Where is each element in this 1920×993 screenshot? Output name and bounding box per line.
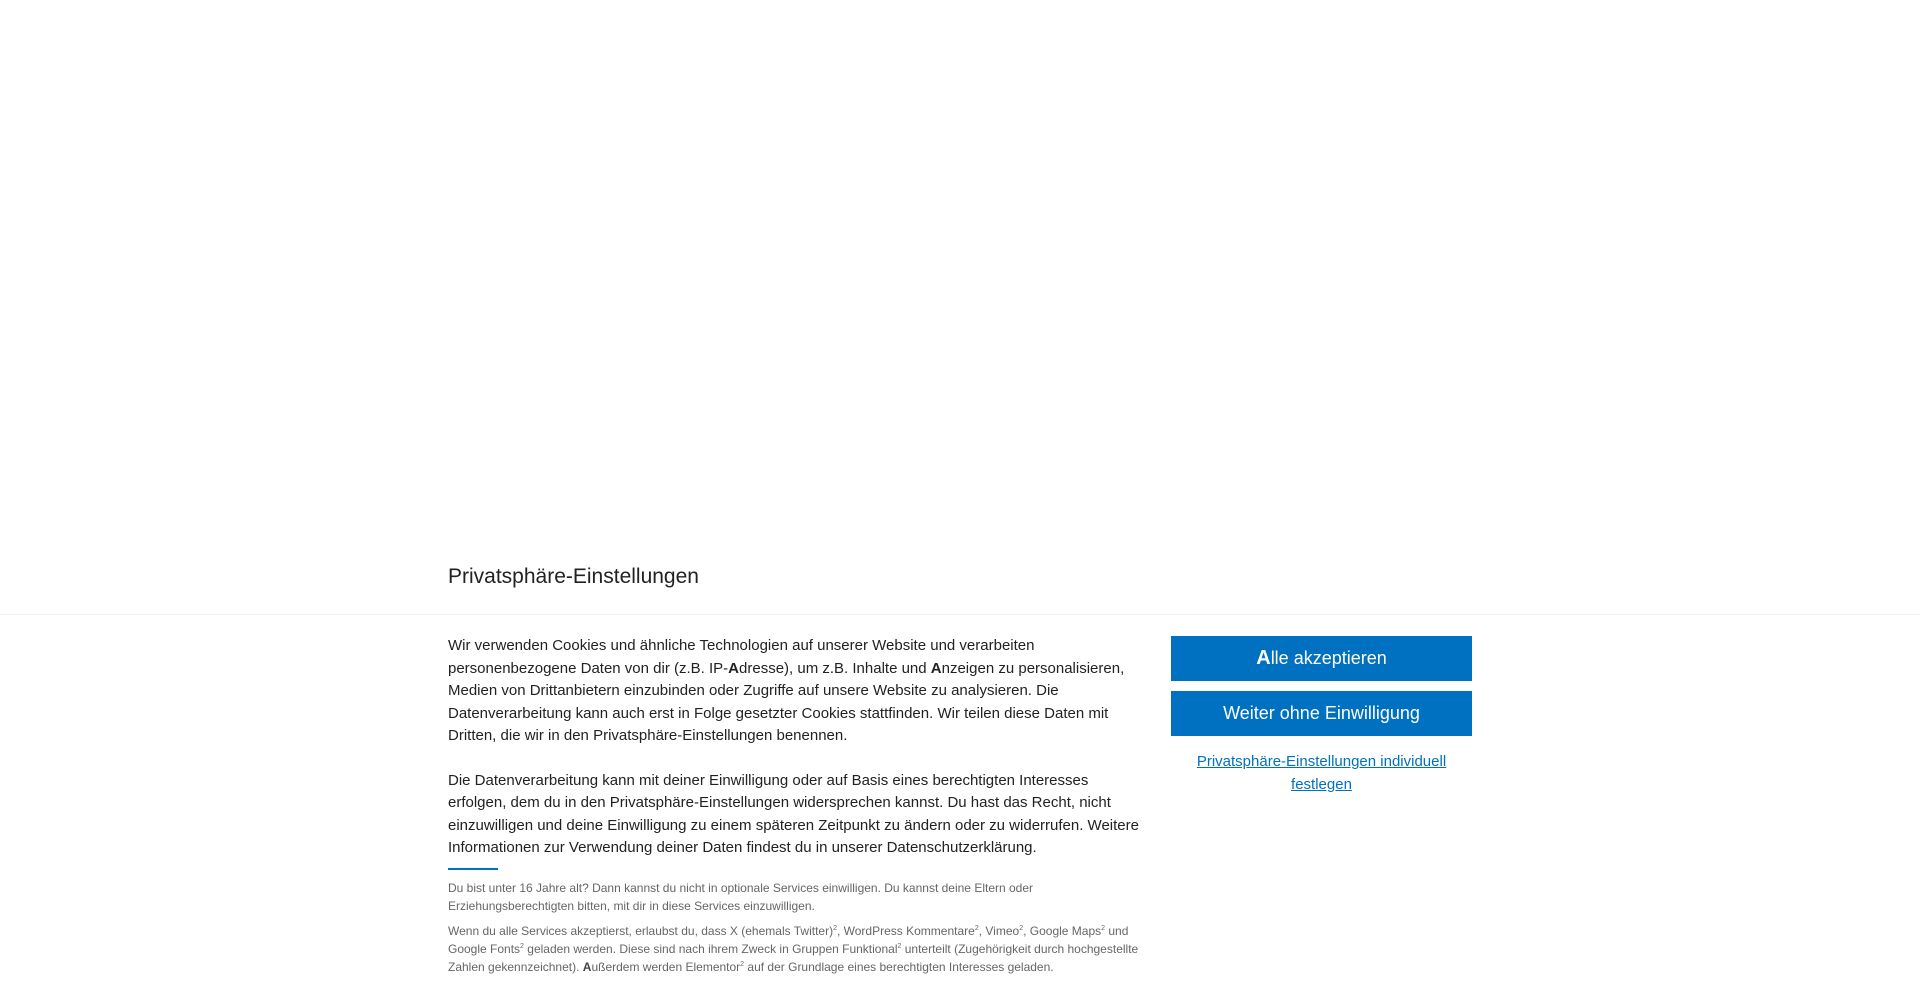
banner-body	[448, 635, 1148, 983]
services-text: Wenn du alle Services akzeptierst, erlaubst du, dass X (ehemals Twitter)	[448, 923, 834, 938]
services-text: und Google Fonts	[448, 923, 1129, 956]
services-text: , Vimeo	[978, 923, 1020, 938]
services-text: auf der Grundlage eines berechtigten Interesses geladen.	[744, 959, 1054, 974]
accept-all-button[interactable]	[1171, 636, 1472, 681]
description-bold-2: A	[930, 659, 942, 677]
banner-title: Privatsphäre-Einstellungen	[448, 565, 699, 588]
group-number: 2	[1101, 924, 1106, 932]
group-number: 2	[1019, 924, 1024, 932]
group-number: 2	[740, 960, 745, 968]
legal-basis-description: Die Datenverarbeitung kann mit deiner Einwilligung oder auf Basis eines berechtigten Interesses erfolgen, dem du in den Privatsphäre-Einstellungen widersprechen kannst. Du hast das Recht, nicht einzuwilligen und deine Einwilligung zu einem späteren Zeitpunkt zu ändern oder zu widerrufen. Weitere Informationen zur Verwendung deiner Daten findest du in unserer Datenschutzerklärung.	[448, 771, 1139, 856]
services-notice	[448, 922, 1148, 976]
group-number: 2	[897, 942, 902, 950]
services-text: geladen werden. Diese sind nach ihrem Zweck in Gruppen Funktional	[523, 941, 898, 956]
group-number: 2	[833, 924, 837, 932]
group-number: 2	[520, 942, 524, 950]
description-bold-1: A	[728, 659, 740, 677]
individual-settings-link[interactable]: Privatsphäre-Einstellungen individuell festlegen	[1196, 753, 1447, 793]
services-bold: A	[582, 959, 592, 974]
banner-header	[448, 564, 1472, 590]
services-text: , Google Maps	[1023, 923, 1102, 938]
age-notice: Du bist unter 16 Jahre alt? Dann kannst du nicht in optionale Services einwilligen. Du kannst deine Eltern oder Erziehungsberechtigten bitten, mit dir in diese Services einzuwilligen.	[448, 880, 1034, 913]
accept-all-label: lle akzeptieren	[1270, 648, 1387, 668]
services-text: ußerdem werden Elementor	[591, 959, 741, 974]
consent-description	[448, 635, 1148, 748]
cookie-consent-banner	[0, 548, 1920, 993]
description-text-3: nzeigen zu personalisieren, Medien von Drittanbietern einzubinden oder Zugriffe auf unsere Website zu analysieren. Die Datenverarbeitung kann auch erst in Folge gesetzter Cookies stattfinden. Wir teilen diese Daten mit Dritten, die wir in den Privatsphäre-Einstellungen benennen.	[448, 659, 1125, 744]
section-divider	[448, 868, 498, 870]
group-number: 2	[974, 924, 979, 932]
continue-without-consent-button[interactable]: Weiter ohne Einwilligung	[1171, 691, 1472, 736]
header-divider	[0, 614, 1920, 615]
description-text-2: dresse), um z.B. Inhalte und	[739, 659, 931, 677]
accept-all-first-letter: A	[1256, 647, 1271, 669]
services-text: , WordPress Kommentare	[836, 923, 975, 938]
services-text: unterteilt (Zugehörigkeit durch hochgestellte Zahlen gekennzeichnet).	[448, 941, 1139, 974]
banner-actions	[1171, 636, 1472, 796]
description-text-1: Wir verwenden Cookies und ähnliche Technologien auf unserer Website und verarbeiten personenbezogene Daten von dir (z.B. IP-	[448, 637, 1035, 677]
